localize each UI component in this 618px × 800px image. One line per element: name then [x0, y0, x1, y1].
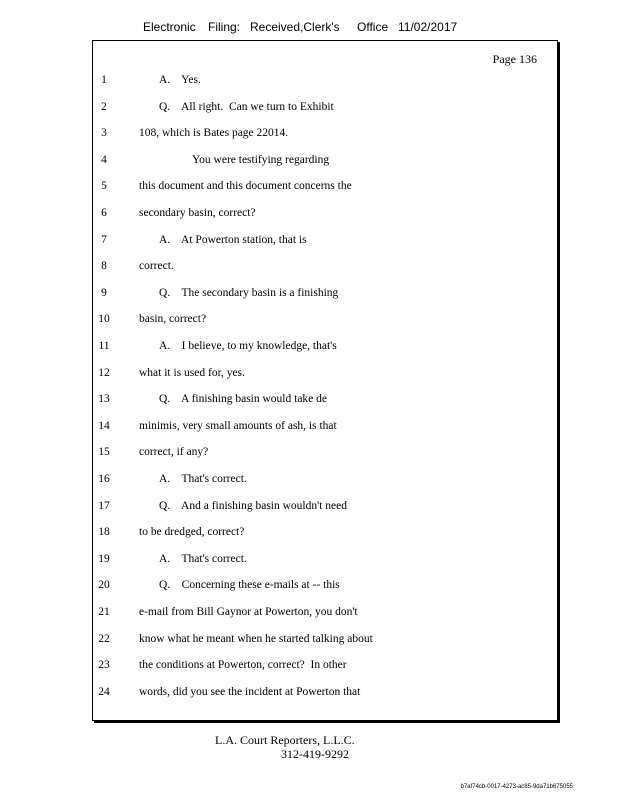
transcript-line — [0, 340, 618, 356]
line-text: 108, which is Bates page 22014. — [139, 127, 289, 140]
line-number: 18 — [98, 526, 110, 539]
line-number: 9 — [101, 286, 107, 299]
line-number: 5 — [101, 180, 107, 193]
transcript-line — [0, 127, 618, 143]
footer-phone: 312-419-9292 — [281, 747, 349, 761]
transcript-line — [0, 633, 618, 649]
line-number: 2 — [101, 100, 107, 113]
line-text: Q. The secondary basin is a finishing — [159, 286, 339, 299]
footer-company: L.A. Court Reporters, L.L.C. — [215, 733, 355, 747]
transcript-line — [0, 446, 618, 462]
transcript-line — [0, 260, 618, 276]
line-number: 19 — [98, 552, 110, 565]
line-number: 21 — [98, 606, 110, 618]
line-text: Q. All right. Can we turn to Exhibit — [159, 100, 334, 113]
line-number: 13 — [98, 393, 110, 406]
transcript-line — [0, 526, 618, 542]
line-text: correct. — [139, 260, 174, 273]
line-number: 20 — [98, 579, 110, 592]
transcript-line — [0, 606, 618, 622]
line-number: 4 — [101, 153, 107, 166]
line-text: A. That's correct. — [159, 473, 247, 485]
line-number: 7 — [101, 233, 107, 246]
transcript-line — [0, 367, 618, 383]
line-number: 14 — [98, 419, 110, 432]
header-electronic: Electronic — [143, 20, 196, 34]
header-date: 11/02/2017 — [398, 20, 458, 34]
line-number: 16 — [98, 473, 110, 485]
line-text: e-mail from Bill Gaynor at Powerton, you don't — [139, 606, 358, 618]
header-filing: Filing: — [208, 20, 241, 34]
transcript-line — [0, 234, 618, 250]
transcript-line — [0, 101, 618, 117]
line-text: Q. Concerning these e-mails at -- this — [159, 579, 340, 592]
transcript-line — [0, 180, 618, 196]
line-text: minimis, very small amounts of ash, is that — [139, 419, 337, 432]
line-number: 24 — [98, 685, 110, 698]
line-number: 22 — [98, 632, 110, 645]
line-number: 23 — [98, 659, 110, 672]
line-text: A. At Powerton station, that is — [159, 233, 307, 246]
line-number: 12 — [98, 366, 110, 379]
transcript-line — [0, 659, 618, 675]
page-number: Page 136 — [492, 52, 537, 66]
transcript-line — [0, 74, 618, 90]
line-text: You were testifying regarding — [192, 153, 330, 166]
line-number: 11 — [98, 340, 110, 352]
transcript-line — [0, 313, 618, 329]
line-text: A. Yes. — [159, 74, 201, 86]
line-number: 15 — [98, 446, 110, 459]
line-number: 10 — [98, 313, 110, 326]
transcript-line — [0, 553, 618, 569]
line-text: what it is used for, yes. — [139, 366, 245, 379]
line-text: A. That's correct. — [159, 552, 247, 565]
transcript-line — [0, 473, 618, 489]
line-number: 1 — [101, 74, 107, 86]
transcript-line — [0, 579, 618, 595]
line-text: this document and this document concerns the — [139, 180, 352, 193]
document-hash: b7af74cb-0017-4273-ac85-9da71b675055 — [460, 784, 573, 790]
line-number: 17 — [98, 499, 110, 512]
line-text: Q. A finishing basin would take de — [159, 393, 328, 406]
line-number: 3 — [101, 127, 107, 140]
line-text: correct, if any? — [139, 446, 209, 459]
line-text: basin, correct? — [139, 313, 207, 326]
header-office: Office — [357, 20, 389, 34]
line-text: A. I believe, to my knowledge, that's — [159, 340, 337, 352]
header-received: Received,Clerk's — [250, 20, 340, 34]
filing-header — [0, 20, 618, 40]
line-number: 8 — [101, 260, 107, 273]
transcript-line — [0, 500, 618, 516]
line-text: the conditions at Powerton, correct? In other — [139, 659, 347, 672]
line-number: 6 — [101, 207, 107, 219]
line-text: Q. And a finishing basin wouldn't need — [159, 499, 347, 512]
line-text: know what he meant when he started talking about — [139, 632, 373, 645]
line-text: secondary basin, correct? — [139, 207, 256, 219]
line-text: words, did you see the incident at Powerton that — [139, 685, 361, 698]
transcript-line — [0, 420, 618, 436]
transcript-line — [0, 393, 618, 409]
transcript-line — [0, 287, 618, 303]
transcript-line — [0, 207, 618, 223]
line-text: to be dredged, correct? — [139, 526, 245, 539]
transcript-line — [0, 686, 618, 702]
transcript-line — [0, 154, 618, 170]
